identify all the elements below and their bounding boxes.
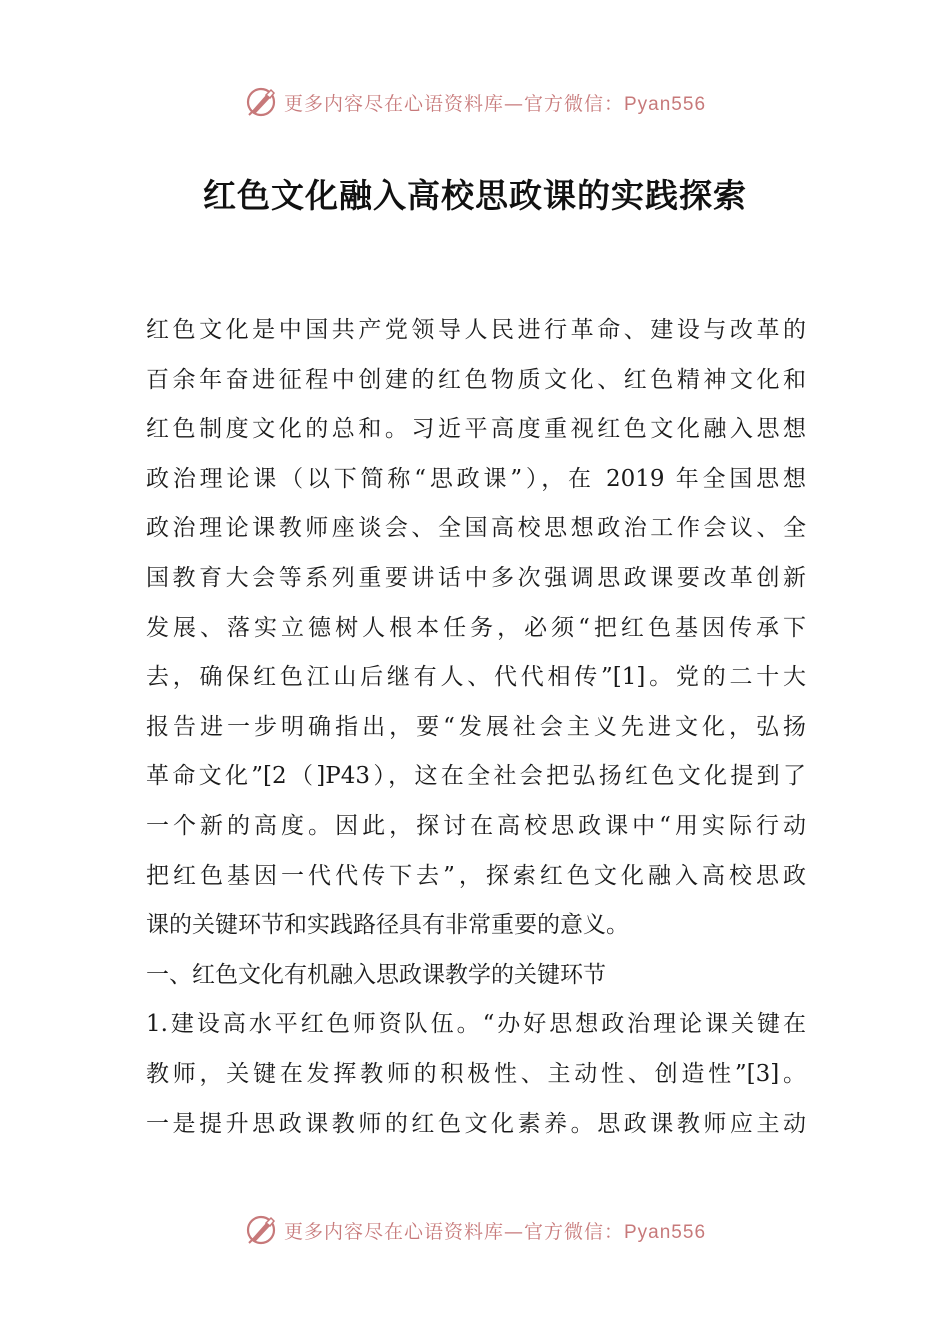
section-heading: 一、红色文化有机融入思政课教学的关键环节 [146,961,606,988]
document-title: 红色文化融入高校思政课的实践探索 [203,176,747,215]
body-line: 课的关键环节和实践路径具有非常重要的意义。 [146,912,629,939]
body-line: 政治理论课教师座谈会、全国高校思想政治工作会议、全 [146,515,806,542]
watermark-text: 更多内容尽在心语资料库—官方微信：Pyan556 [283,1220,707,1243]
body-line: 去，确保红色江山后继有人、代代相传”[1]。党的二十大 [146,664,806,691]
body-line: 一个新的高度。因此，探讨在高校思政课中“用实际行动 [146,812,806,839]
body-line: 国教育大会等系列重要讲话中多次强调思政课要改革创新 [146,564,806,591]
body-line: 把红色基因一代代传下去”，探索红色文化融入高校思政 [146,862,806,889]
body-line: 红色制度文化的总和。习近平高度重视红色文化融入思想 [146,416,806,443]
body-line: 一是提升思政课教师的红色文化素养。思政课教师应主动 [146,1110,806,1137]
body-line: 报告进一步明确指出，要“发展社会主义先进文化，弘扬 [146,713,806,740]
body-line: 革命文化”[2（]P43），这在全社会把弘扬红色文化提到了 [146,763,806,790]
body-line: 发展、落实立德树人根本任务，必须“把红色基因传承下 [146,614,806,641]
body-line: 教师，关键在发挥教师的积极性、主动性、创造性”[3]。 [146,1060,806,1087]
watermark-text: 更多内容尽在心语资料库—官方微信：Pyan556 [283,92,707,115]
footer-watermark-banner [0,1210,950,1250]
body-line: 百余年奋进征程中创建的红色物质文化、红色精神文化和 [146,366,806,393]
pen-logo-icon [244,85,278,119]
document-body [146,306,806,1149]
pen-logo-icon [244,1213,278,1247]
body-line: 1.建设高水平红色师资队伍。“办好思想政治理论课关键在 [146,1011,806,1038]
header-watermark-banner [0,82,950,122]
body-line: 政治理论课（以下简称“思政课”），在 2019 年全国思想 [146,465,806,492]
body-line: 红色文化是中国共产党领导人民进行革命、建设与改革的 [146,317,806,343]
